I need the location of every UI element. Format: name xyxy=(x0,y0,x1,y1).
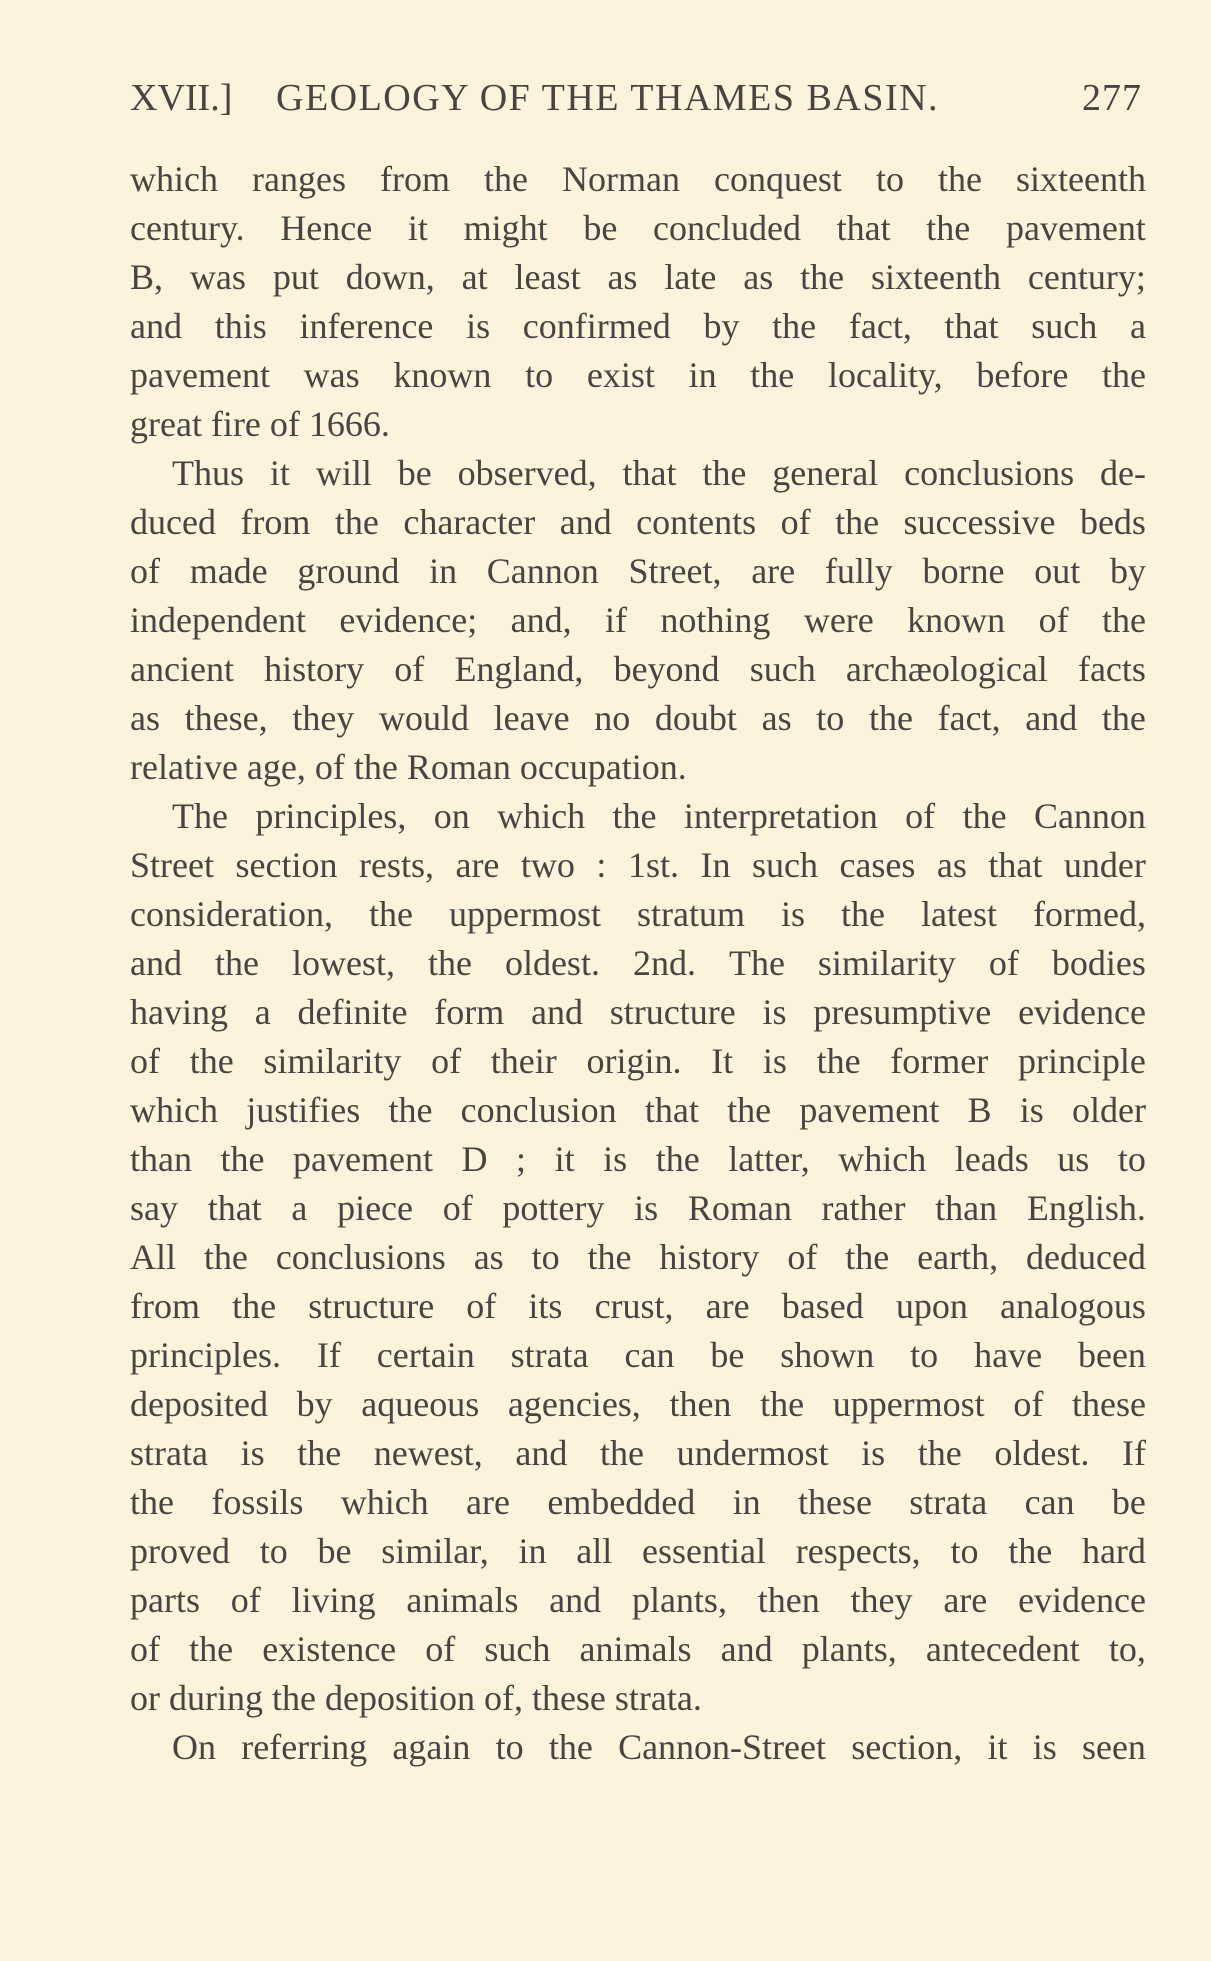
text-line: great fire of 1666. xyxy=(130,404,390,444)
text-line: deposited by aqueous agencies, then the uppermost of these xyxy=(130,1384,1146,1424)
text-line: pavement was known to exist in the locality, before the xyxy=(130,355,1146,395)
text-line: Thus it will be observed, that the general conclusions de- xyxy=(172,453,1146,493)
text-line: All the conclusions as to the history of the earth, deduced xyxy=(130,1237,1146,1277)
text-line: and this inference is confirmed by the fact, that such a xyxy=(130,306,1146,346)
text-line: than the pavement D ; it is the latter, which leads us to xyxy=(130,1139,1146,1179)
text-line: or during the deposition of, these strata. xyxy=(130,1678,702,1718)
text-line: consideration, the uppermost stratum is the latest formed, xyxy=(130,894,1146,934)
body-text xyxy=(130,155,1146,1772)
page-number: 277 xyxy=(1082,77,1142,119)
text-line: On referring again to the Cannon-Street section, it is seen xyxy=(172,1727,1146,1767)
text-line: the fossils which are embedded in these strata can be xyxy=(130,1482,1146,1522)
text-line: of the similarity of their origin. It is the former principle xyxy=(130,1041,1146,1081)
text-line: of the existence of such animals and plants, antecedent to, xyxy=(130,1629,1146,1669)
text-line: which justifies the conclusion that the pavement B is older xyxy=(130,1090,1146,1130)
page-title: GEOLOGY OF THE THAMES BASIN. xyxy=(276,77,940,119)
text-line: and the lowest, the oldest. 2nd. The similarity of bodies xyxy=(130,943,1146,983)
text-line: from the structure of its crust, are based upon analogous xyxy=(130,1286,1146,1326)
text-line: parts of living animals and plants, then they are evidence xyxy=(130,1580,1146,1620)
text-line: ancient history of England, beyond such archæological facts xyxy=(130,649,1146,689)
text-line: The principles, on which the interpretation of the Cannon xyxy=(172,796,1146,836)
text-line: duced from the character and contents of the successive beds xyxy=(130,502,1146,542)
text-line: principles. If certain strata can be shown to have been xyxy=(130,1335,1146,1375)
text-line: strata is the newest, and the undermost is the oldest. If xyxy=(130,1433,1146,1473)
chapter-number: XVII.] xyxy=(130,77,233,119)
text-line: say that a piece of pottery is Roman rather than English. xyxy=(130,1188,1146,1228)
text-line: having a definite form and structure is presumptive evidence xyxy=(130,992,1146,1032)
text-line: century. Hence it might be concluded that the pavement xyxy=(130,208,1146,248)
running-head xyxy=(130,76,1142,120)
text-line: which ranges from the Norman conquest to the sixteenth xyxy=(130,159,1146,199)
text-line: proved to be similar, in all essential respects, to the hard xyxy=(130,1531,1146,1571)
text-line: independent evidence; and, if nothing were known of the xyxy=(130,600,1146,640)
text-line: relative age, of the Roman occupation. xyxy=(130,747,687,787)
text-line: Street section rests, are two : 1st. In such cases as that under xyxy=(130,845,1146,885)
text-line: B, was put down, at least as late as the sixteenth century; xyxy=(130,257,1146,297)
text-line: as these, they would leave no doubt as to the fact, and the xyxy=(130,698,1146,738)
text-line: of made ground in Cannon Street, are fully borne out by xyxy=(130,551,1146,591)
